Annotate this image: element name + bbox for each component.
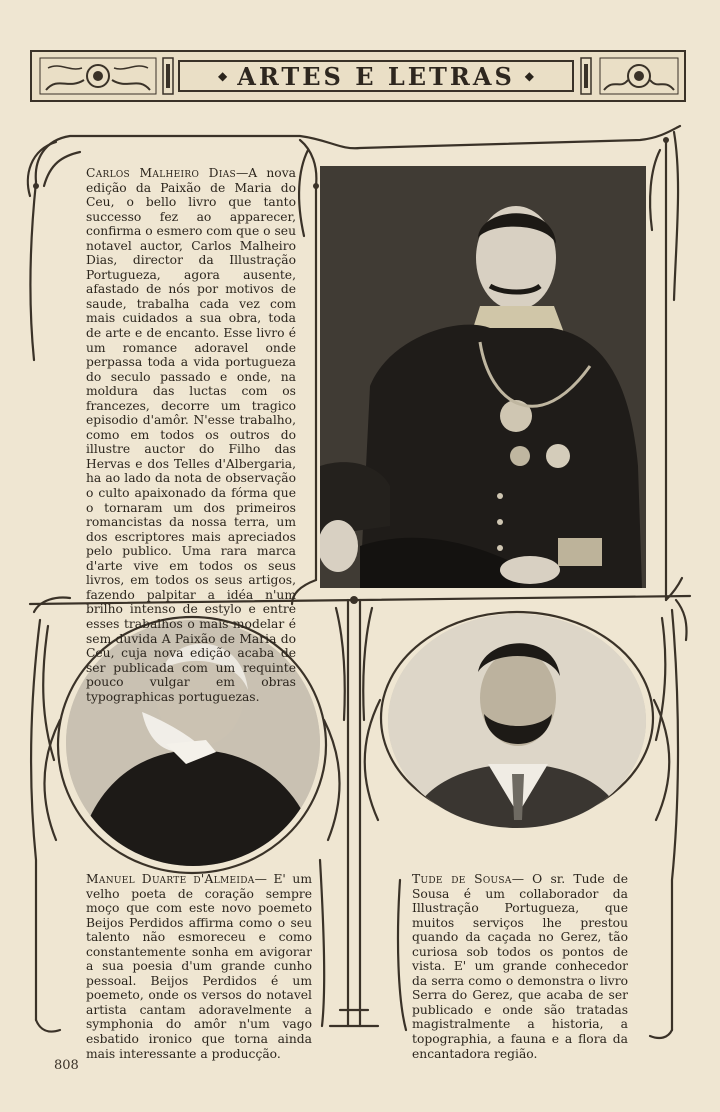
article-author-name: Manuel Duarte d'Almeida: [86, 872, 255, 886]
article-manuel-duarte-almeida: [86, 872, 312, 1061]
article-body: A nova edição da Paixão de Maria do Ceu, o bello livro que tanto successo fez ao apparecer, confirma o esmero com que o seu notavel auctor, Carlos Malheiro Dias, director da Illustração Portugueza, agora ausente, afastado de nós por motivos de saude, trabalha cada vez com mais cuidados a sua obra, toda de arte e de encanto. Esse livro é um romance adoravel onde perpassa toda a vida portugueza do seculo passado e onde, na moldura das luctas com os francezes, decorre um tragico episodio d'amôr. N'esse trabalho, como em todos os outros do illustre auctor do Filho das Hervas e dos Telles d'Albergaria, ha ao lado da nota de observação o culto apaixonado da fórma que o tornaram um dos primeiros romancistas da nossa terra, um dos escriptores mais apreciados pelo publico. Uma rara marca d'arte vive em todos os seus livros, em todos os seus artigos, fazendo palpitar a idéa n'um brilho intenso de estylo e entre esses trabalhos o mais modelar é sem duvida A Paixão de Maria do Ceu, cuja nova edição acaba de ser publicada com um requinte pouco vulgar em obras typographicas portuguezas.: [86, 166, 296, 704]
article-author-name: Carlos Malheiro Dias: [86, 166, 236, 180]
article-tude-de-sousa: [412, 872, 628, 1061]
portrait-illustration: [320, 166, 646, 588]
portrait-carlos-malheiro-dias: [320, 166, 646, 588]
section-title: ARTES E LETRAS: [237, 61, 515, 91]
name-dash: —: [511, 872, 533, 886]
page-number: 808: [54, 1058, 79, 1073]
article-author-name: Tude de Sousa: [412, 872, 512, 886]
portrait-tude-de-sousa: [388, 614, 646, 828]
portrait-illustration: [388, 614, 646, 828]
diamond-icon: ◆: [524, 69, 535, 83]
diamond-icon: ◆: [217, 69, 228, 83]
name-dash: —: [254, 872, 274, 886]
article-carlos-malheiro-dias: [86, 166, 296, 704]
article-paragraph: [86, 166, 296, 704]
article-body: E' um velho poeta de coração sempre moço que com este novo poemeto Beijos Perdidos affirma como o seu talento não esmoreceu e como constantemente sonha em avigorar a sua poesia d'um grande cunho pessoal. Beijos Perdidos é um poemeto, onde os versos do notavel artista cantam adoravelmente a symphonia do amôr n'um vago esbatido ironico que torna ainda mais interessante a producção.: [86, 872, 312, 1061]
name-dash: —: [235, 166, 249, 180]
article-paragraph: [86, 872, 312, 1061]
article-body: O sr. Tude de Sousa é um collaborador da Illustração Portugueza, que muitos serviços lhe prestou quando da caçada no Gerez, tão curiosa sob todos os pontos de vista. E' um grande conhecedor da serra como o demonstra o livro Serra do Gerez, que acaba de ser publicado e onde são tratadas magistralmente a historia, a topographia, a fauna e a flora da encantadora região.: [412, 872, 628, 1061]
article-paragraph: [412, 872, 628, 1061]
